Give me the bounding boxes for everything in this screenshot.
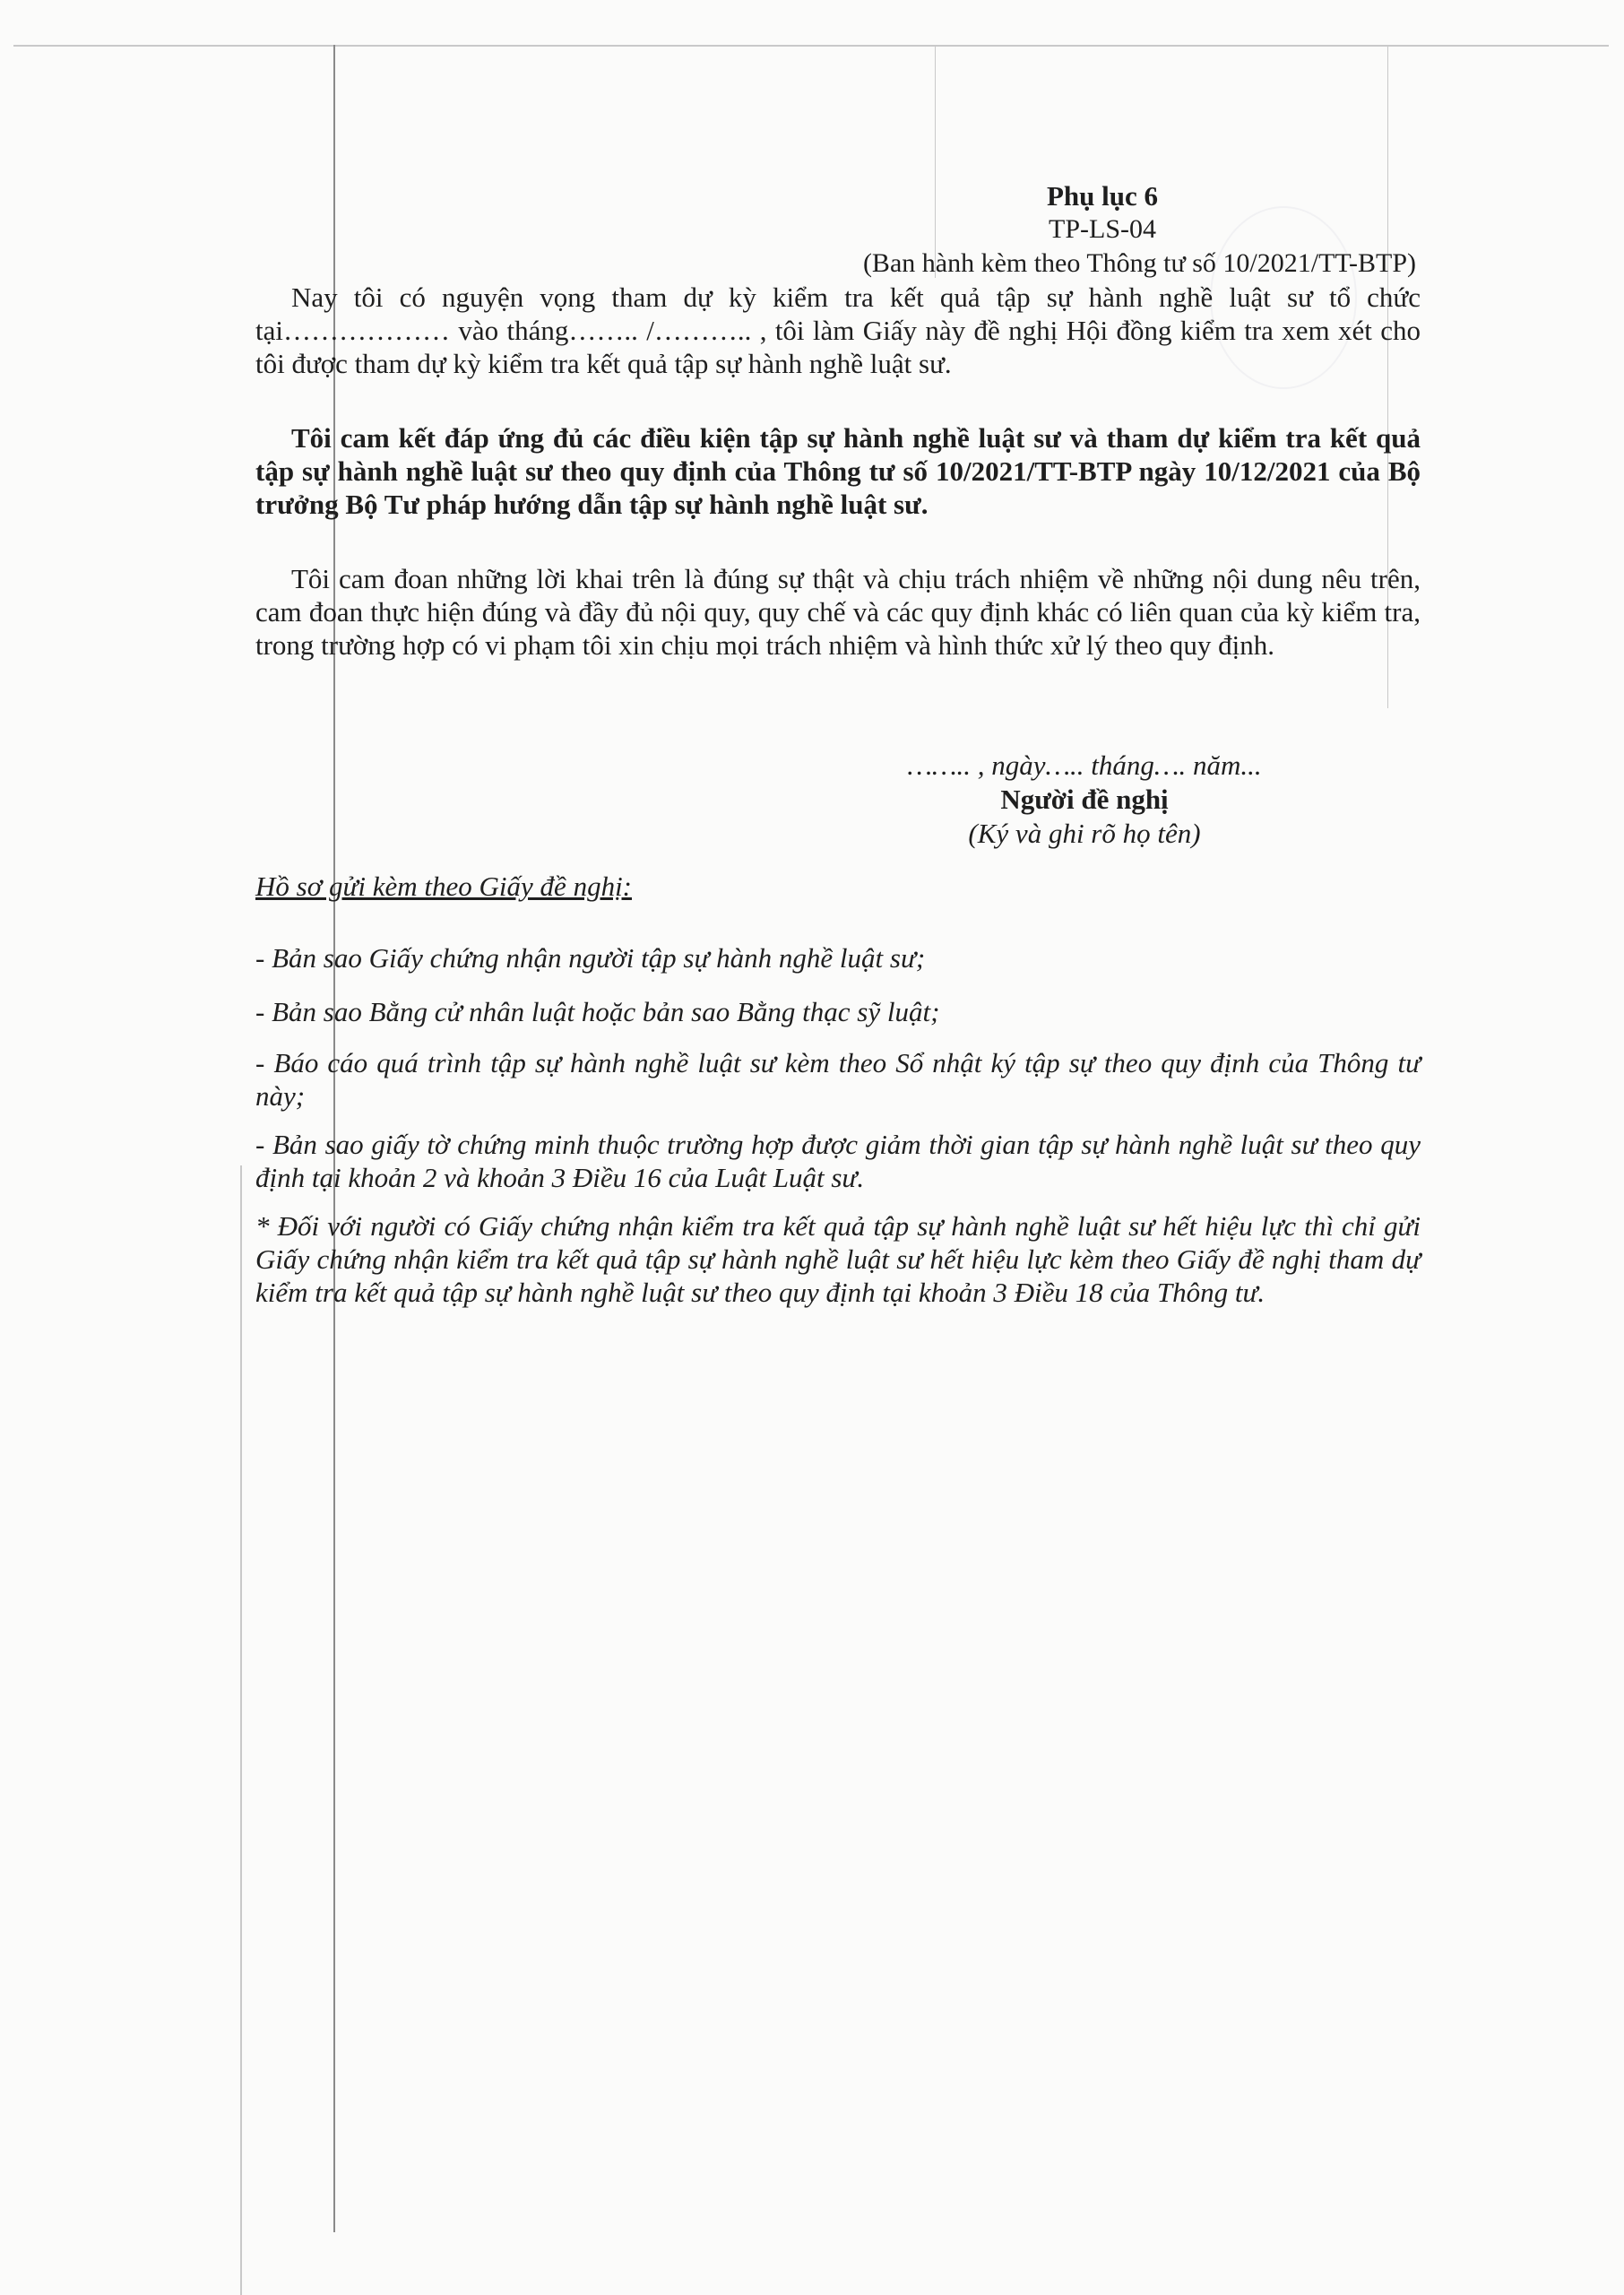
attachment-item: - Báo cáo quá trình tập sự hành nghề luật sư kèm theo Sổ nhật ký tập sự theo quy định của Thông tư này; (255, 1047, 1421, 1112)
signature-date-line: …….. , ngày….. tháng…. năm... (907, 749, 1262, 781)
request-paragraph: Nay tôi có nguyện vọng tham dự kỳ kiểm tra kết quả tập sự hành nghề luật sư tổ chức tại……………… vào tháng…….. /……….. , tôi làm Giấy này đề nghị Hội đồng kiểm tra xem xét cho tôi được tham dự kỳ kiểm tra kết quả tập sự hành nghề luật sư. (255, 281, 1421, 379)
attachment-item: - Bản sao giấy tờ chứng minh thuộc trường hợp được giảm thời gian tập sự hành nghề luật sư theo quy định tại khoản 2 và khoản 3 Điều 16 của Luật Luật sư. (255, 1129, 1421, 1193)
scan-faint-line-left (240, 1165, 242, 2295)
form-code: TP-LS-04 (1049, 214, 1156, 244)
issued-by-note: (Ban hành kèm theo Thông tư số 10/2021/TT-BTP) (862, 248, 1416, 278)
scan-top-border (13, 45, 1609, 47)
signature-block (860, 749, 1309, 851)
signature-title: Người đề nghị (1000, 784, 1169, 815)
appendix-title: Phụ lục 6 (1046, 180, 1159, 212)
pledge-paragraph: Tôi cam đoan những lời khai trên là đúng sự thật và chịu trách nhiệm về những nội dung nêu trên, cam đoan thực hiện đúng và đầy đủ nội quy, quy chế và các quy định khác có liên quan của kỳ kiểm tra, trong trường hợp có vi phạm tôi xin chịu mọi trách nhiệm và hình thức xử lý theo quy định. (255, 563, 1421, 661)
signature-note: (Ký và ghi rõ họ tên) (968, 818, 1201, 849)
attachment-item: - Bản sao Giấy chứng nhận người tập sự hành nghề luật sư; (255, 942, 926, 974)
attachment-footnote: * Đối với người có Giấy chứng nhận kiểm tra kết quả tập sự hành nghề luật sư hết hiệu lực thì chỉ gửi Giấy chứng nhận kiểm tra kết quả tập sự hành nghề luật sư hết hiệu lực kèm theo Giấy đề nghị tham dự kiểm tra kết quả tập sự hành nghề luật sư theo quy định tại khoản 3 Điều 18 của Thông tư. (255, 1210, 1421, 1308)
attachment-item: - Bản sao Bằng cử nhân luật hoặc bản sao Bằng thạc sỹ luật; (255, 996, 940, 1027)
document-header (780, 179, 1425, 246)
commitment-paragraph: Tôi cam kết đáp ứng đủ các điều kiện tập sự hành nghề luật sư và tham dự kiểm tra kết quả tập sự hành nghề luật sư theo quy định của Thông tư số 10/2021/TT-BTP ngày 10/12/2021 của Bộ trưởng Bộ Tư pháp hướng dẫn tập sự hành nghề luật sư. (255, 422, 1421, 520)
attachments-heading: Hồ sơ gửi kèm theo Giấy đề nghị: (255, 870, 632, 902)
